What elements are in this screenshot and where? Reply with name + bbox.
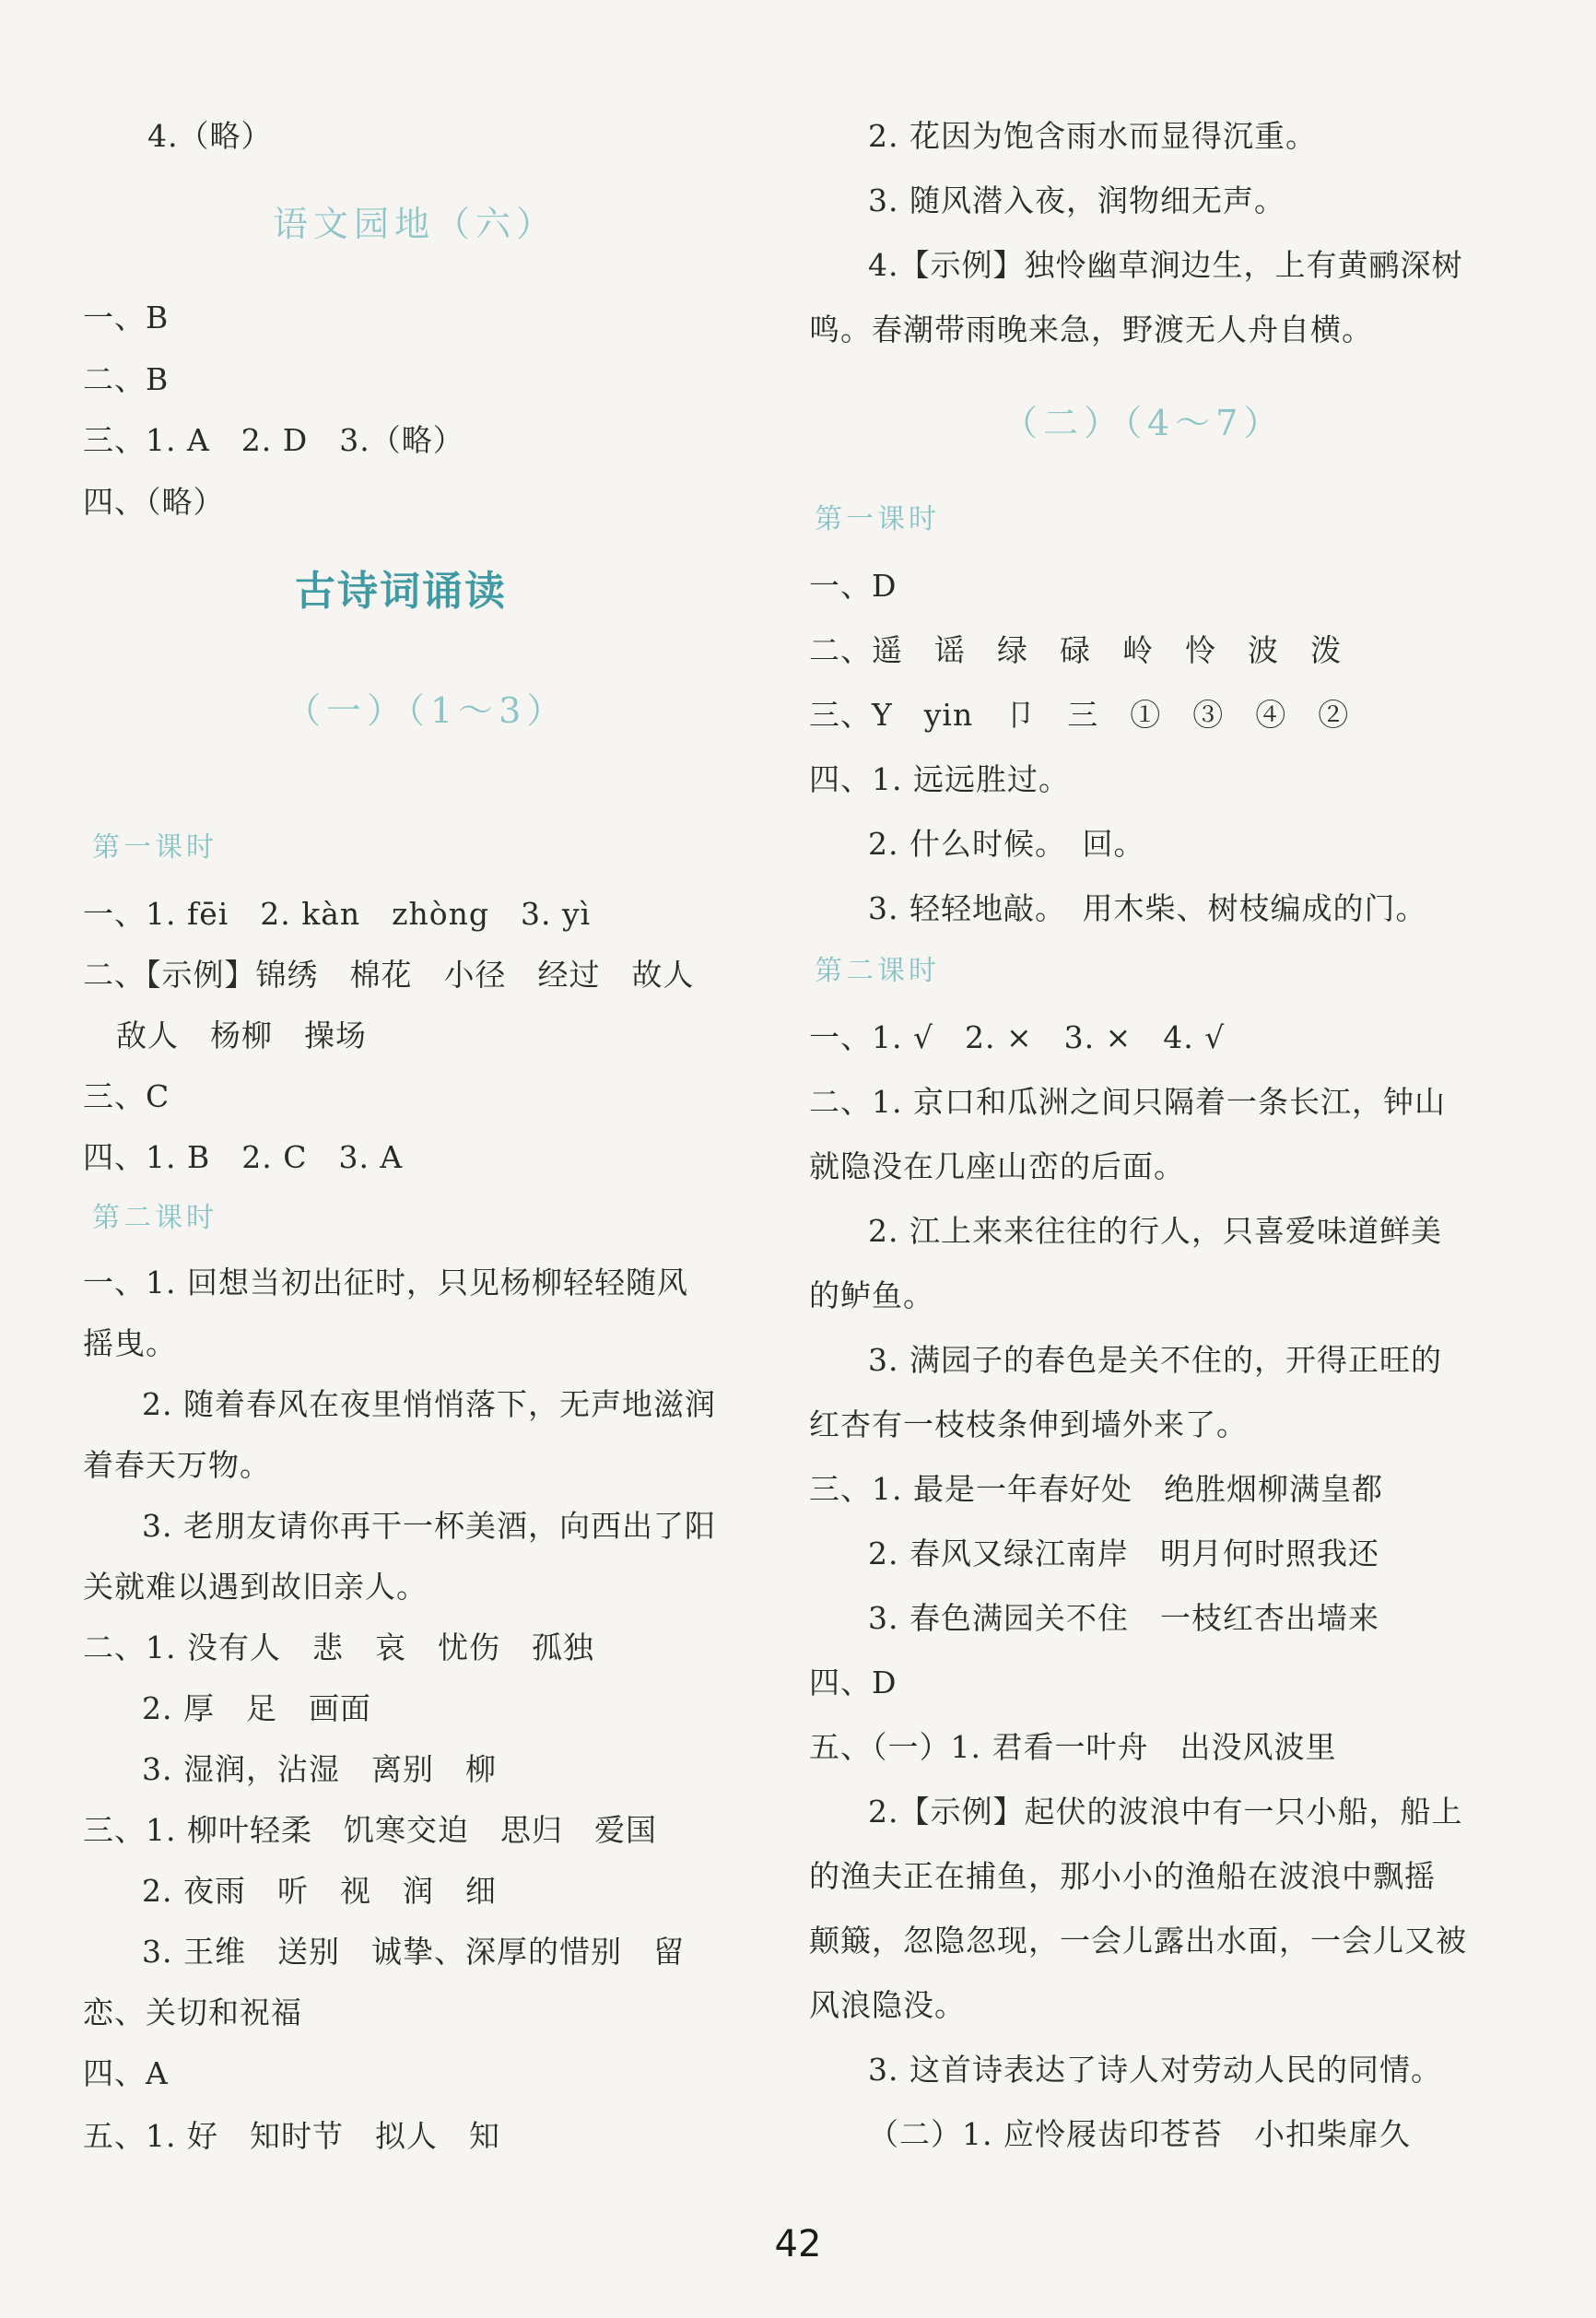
answer-line: 恋、关切和祝福 [83,1994,302,2030]
answer-line: 3. 满园子的春色是关不住的，开得正旺的 [868,1342,1442,1378]
answer-line: 3. 轻轻地敲。 用木柴、树枝编成的门。 [868,890,1427,926]
major-heading: 古诗词诵读 [295,568,507,615]
answer-line: 3. 随风潜入夜，润物细无声。 [868,182,1285,218]
answer-line: 敌人 杨柳 操场 [116,1018,367,1053]
answer-line: 3. 春色满园关不住 一枝红杏出墙来 [868,1600,1379,1636]
answer-line: 一、1. √ 2. × 3. × 4. √ [809,1019,1226,1055]
lesson-heading: 第二课时 [92,1202,217,1234]
answer-line: 三、1. 柳叶轻柔 饥寒交迫 思归 爱国 [83,1812,657,1848]
answer-line: 三、Y yin 卩 三 ① ③ ④ ② [809,697,1350,733]
answer-line: 关就难以遇到故旧亲人。 [83,1569,428,1605]
section-heading: （一）（1～3） [286,690,568,731]
answer-line: 二、1. 没有人 悲 哀 忧伤 孤独 [83,1630,594,1665]
answer-line: 2. 江上来来往往的行人，只喜爱味道鲜美 [868,1213,1442,1249]
answer-line: 三、C [83,1078,170,1114]
answer-line: 一、1. fēi 2. kàn zhòng 3. yì [83,896,592,932]
answer-line: 五、1. 好 知时节 拟人 知 [83,2118,500,2154]
answer-line: 四、1. B 2. C 3. A [83,1139,404,1175]
answer-line: 红杏有一枝枝条伸到墙外来了。 [809,1406,1248,1442]
answer-line: 的渔夫正在捕鱼，那小小的渔船在波浪中飘摇 [809,1858,1436,1894]
lesson-heading: 第一课时 [815,503,940,535]
answer-line: 鸣。春潮带雨晚来急，野渡无人舟自横。 [809,312,1373,347]
answer-line: 二、【示例】锦绣 棉花 小径 经过 故人 [83,957,695,993]
answer-line: 二、遥 谣 绿 碌 岭 怜 波 泼 [809,632,1342,668]
answer-line: 2. 厚 足 画面 [142,1690,371,1726]
answer-line: 一、D [809,568,898,604]
section-heading: 语文园地（六） [273,204,557,244]
answer-line: 风浪隐没。 [809,1987,966,2023]
answer-line: 2. 花因为饱含雨水而显得沉重。 [868,118,1317,154]
answer-line: 一、B [83,300,170,335]
answer-line: 3. 湿润，沾湿 离别 柳 [142,1751,497,1787]
answer-line: 3. 王维 送别 诚挚、深厚的惜别 留 [142,1934,685,1970]
answer-line: 的鲈鱼。 [809,1277,934,1313]
answer-line: 2. 春风又绿江南岸 明月何时照我还 [868,1536,1379,1571]
answer-line: 五、（一）1. 君看一叶舟 出没风波里 [809,1729,1337,1765]
answer-line: （二）1. 应怜屐齿印苍苔 小扣柴扉久 [868,2116,1411,2152]
answer-line: 二、1. 京口和瓜洲之间只隔着一条长江，钟山 [809,1084,1446,1120]
answer-line: 4.（略） [147,118,273,154]
answer-line: 一、1. 回想当初出征时，只见杨柳轻轻随风 [83,1265,688,1300]
answer-line: 四、（略） [83,484,225,520]
answer-line: 四、D [809,1665,898,1700]
lesson-heading: 第一课时 [92,831,217,864]
answer-line: 颠簸，忽隐忽现，一会儿露出水面，一会儿又被 [809,1923,1467,1959]
section-heading: （二）（4～7） [1003,403,1285,443]
answer-line: 4.【示例】独怜幽草涧边生，上有黄鹂深树 [868,247,1463,283]
answer-line: 三、1. 最是一年春好处 绝胜烟柳满皇都 [809,1471,1383,1507]
answer-line: 着春天万物。 [83,1447,271,1483]
page-number: 42 [774,2223,822,2265]
answer-line: 四、1. 远远胜过。 [809,761,1070,797]
answer-line: 2.【示例】起伏的波浪中有一只小船，船上 [868,1794,1463,1830]
answer-line: 四、A [83,2055,169,2091]
answer-line: 二、B [83,361,170,397]
answer-line: 2. 什么时候。 回。 [868,826,1145,862]
answer-line: 摇曳。 [83,1325,177,1361]
answer-line: 就隐没在几座山峦的后面。 [809,1148,1185,1184]
lesson-heading: 第二课时 [815,955,940,987]
answer-line: 3. 这首诗表达了诗人对劳动人民的同情。 [868,2052,1442,2088]
answer-line: 三、1. A 2. D 3.（略） [83,422,464,458]
answer-line: 2. 随着春风在夜里悄悄落下，无声地滋润 [142,1386,716,1422]
answer-line: 2. 夜雨 听 视 润 细 [142,1873,497,1909]
answer-line: 3. 老朋友请你再干一杯美酒，向西出了阳 [142,1508,716,1544]
